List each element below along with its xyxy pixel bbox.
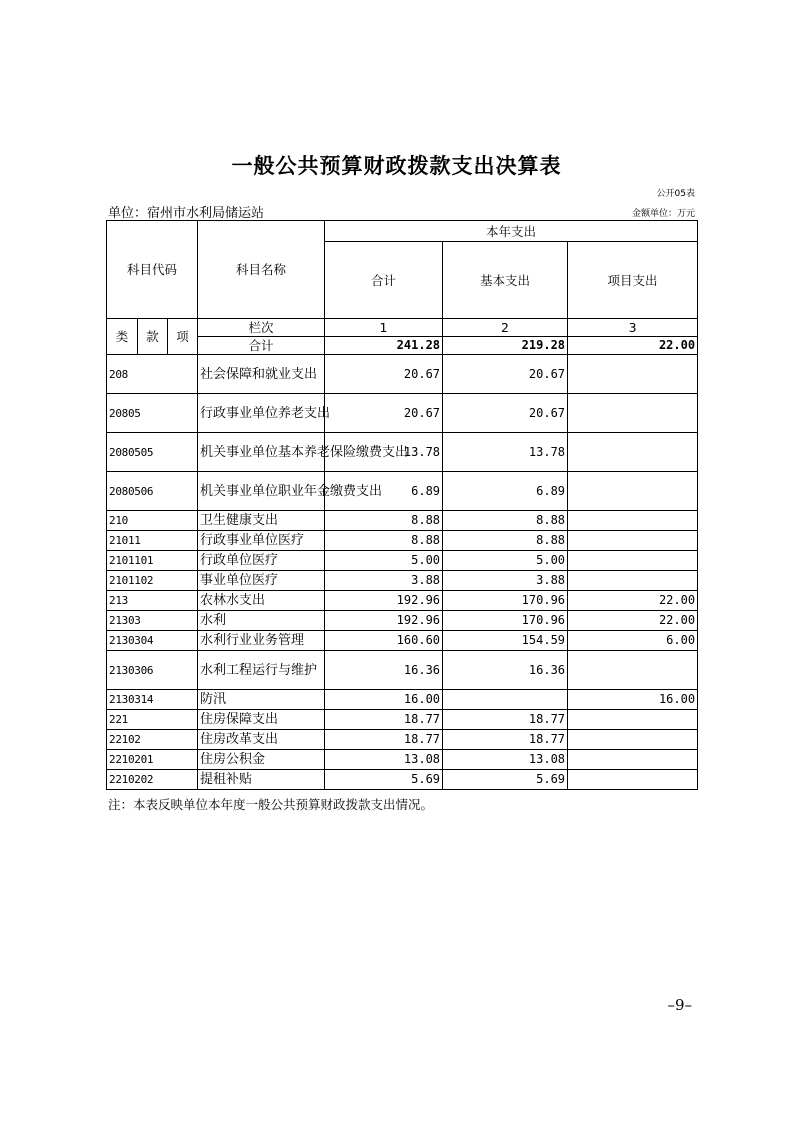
row-name: 住房改革支出 (198, 730, 325, 750)
row-code: 20805 (107, 394, 198, 433)
row-basic: 16.36 (443, 651, 568, 690)
row-total: 18.77 (325, 730, 443, 750)
row-project (568, 551, 698, 571)
row-total: 13.78 (325, 433, 443, 472)
table-row (107, 730, 698, 750)
page-title: 一般公共预算财政拨款支出决算表 (231, 154, 562, 178)
table-row (107, 770, 698, 790)
row-code: 2130314 (107, 690, 198, 710)
row-project (568, 770, 698, 790)
row-total: 8.88 (325, 531, 443, 551)
row-name: 提租补贴 (198, 770, 325, 790)
table-row (107, 551, 698, 571)
table-row (107, 631, 698, 651)
row-basic: 8.88 (443, 531, 568, 551)
row-name: 住房公积金 (198, 750, 325, 770)
table-row (107, 355, 698, 394)
row-code: 2210201 (107, 750, 198, 770)
row-name: 水利工程运行与维护 (198, 651, 325, 690)
row-project (568, 433, 698, 472)
row-total: 192.96 (325, 611, 443, 631)
row-name: 事业单位医疗 (198, 571, 325, 591)
row-code: 221 (107, 710, 198, 730)
table-row (107, 394, 698, 433)
row-total: 16.00 (325, 690, 443, 710)
row-project: 16.00 (568, 690, 698, 710)
table-row (107, 472, 698, 511)
row-project (568, 531, 698, 551)
table-row (107, 571, 698, 591)
row-code: 2101101 (107, 551, 198, 571)
row-total: 192.96 (325, 591, 443, 611)
column-index-row (107, 319, 698, 337)
row-total: 18.77 (325, 710, 443, 730)
row-project (568, 355, 698, 394)
row-project (568, 730, 698, 750)
row-project (568, 710, 698, 730)
total-basic: 219.28 (443, 337, 568, 355)
lanci-label: 栏次 (198, 319, 325, 337)
row-basic: 20.67 (443, 355, 568, 394)
row-total: 5.00 (325, 551, 443, 571)
row-basic: 18.77 (443, 730, 568, 750)
total-project: 22.00 (568, 337, 698, 355)
page-number: –9– (667, 996, 692, 1014)
row-basic: 18.77 (443, 710, 568, 730)
header-row (107, 221, 698, 242)
row-total: 160.60 (325, 631, 443, 651)
row-project (568, 394, 698, 433)
row-project (568, 651, 698, 690)
row-basic: 5.69 (443, 770, 568, 790)
project-header: 项目支出 (568, 242, 698, 319)
budget-table (106, 220, 698, 790)
row-code: 213 (107, 591, 198, 611)
lei-header: 类 (107, 319, 138, 355)
subject-code-header: 科目代码 (107, 221, 198, 319)
row-total: 20.67 (325, 394, 443, 433)
total-total: 241.28 (325, 337, 443, 355)
row-name: 社会保障和就业支出 (198, 355, 325, 394)
table-row (107, 690, 698, 710)
table-row (107, 433, 698, 472)
unit-label: 单位：宿州市水利局储运站 (108, 206, 265, 221)
row-basic: 20.67 (443, 394, 568, 433)
row-name: 水利行业业务管理 (198, 631, 325, 651)
row-code: 2130306 (107, 651, 198, 690)
row-code: 208 (107, 355, 198, 394)
row-name: 行政事业单位养老支出 (198, 394, 325, 433)
row-basic: 6.89 (443, 472, 568, 511)
row-code: 2080506 (107, 472, 198, 511)
row-basic: 3.88 (443, 571, 568, 591)
row-name: 机关事业单位职业年金缴费支出 (198, 472, 325, 511)
row-basic: 154.59 (443, 631, 568, 651)
row-name: 行政事业单位医疗 (198, 531, 325, 551)
row-name: 卫生健康支出 (198, 511, 325, 531)
kuan-header: 款 (138, 319, 168, 355)
footnote: 注：本表反映单位本年度一般公共预算财政拨款支出情况。 (108, 797, 434, 812)
row-total: 13.08 (325, 750, 443, 770)
row-name: 行政单位医疗 (198, 551, 325, 571)
total-header: 合计 (325, 242, 443, 319)
row-total: 20.67 (325, 355, 443, 394)
row-code: 22102 (107, 730, 198, 750)
row-basic: 5.00 (443, 551, 568, 571)
row-total: 5.69 (325, 770, 443, 790)
table-row (107, 611, 698, 631)
row-basic: 13.78 (443, 433, 568, 472)
row-code: 2101102 (107, 571, 198, 591)
total-label: 合计 (198, 337, 325, 355)
row-project (568, 750, 698, 770)
row-project (568, 472, 698, 511)
row-basic: 170.96 (443, 591, 568, 611)
row-total: 3.88 (325, 571, 443, 591)
form-number: 公开05表 (656, 189, 695, 199)
row-project: 22.00 (568, 591, 698, 611)
row-name: 住房保障支出 (198, 710, 325, 730)
row-code: 2130304 (107, 631, 198, 651)
row-name: 农林水支出 (198, 591, 325, 611)
basic-header: 基本支出 (443, 242, 568, 319)
table-row (107, 710, 698, 730)
row-project: 6.00 (568, 631, 698, 651)
row-name: 防汛 (198, 690, 325, 710)
xiang-header: 项 (168, 319, 198, 355)
row-total: 8.88 (325, 511, 443, 531)
row-basic: 170.96 (443, 611, 568, 631)
table-row (107, 591, 698, 611)
row-name: 水利 (198, 611, 325, 631)
row-code: 2080505 (107, 433, 198, 472)
row-project (568, 511, 698, 531)
row-project (568, 571, 698, 591)
amount-unit-label: 金额单位：万元 (631, 209, 695, 219)
current-year-header: 本年支出 (325, 221, 698, 242)
col-index-1: 1 (325, 319, 443, 337)
subject-name-header: 科目名称 (198, 221, 325, 319)
row-code: 2210202 (107, 770, 198, 790)
row-code: 210 (107, 511, 198, 531)
table-row (107, 511, 698, 531)
row-total: 16.36 (325, 651, 443, 690)
row-code: 21303 (107, 611, 198, 631)
row-name: 机关事业单位基本养老保险缴费支出 (198, 433, 325, 472)
row-basic: 8.88 (443, 511, 568, 531)
table-row (107, 531, 698, 551)
row-basic (443, 690, 568, 710)
col-index-3: 3 (568, 319, 698, 337)
row-project: 22.00 (568, 611, 698, 631)
table-row (107, 651, 698, 690)
row-basic: 13.08 (443, 750, 568, 770)
table-row (107, 750, 698, 770)
row-code: 21011 (107, 531, 198, 551)
col-index-2: 2 (443, 319, 568, 337)
row-total: 6.89 (325, 472, 443, 511)
